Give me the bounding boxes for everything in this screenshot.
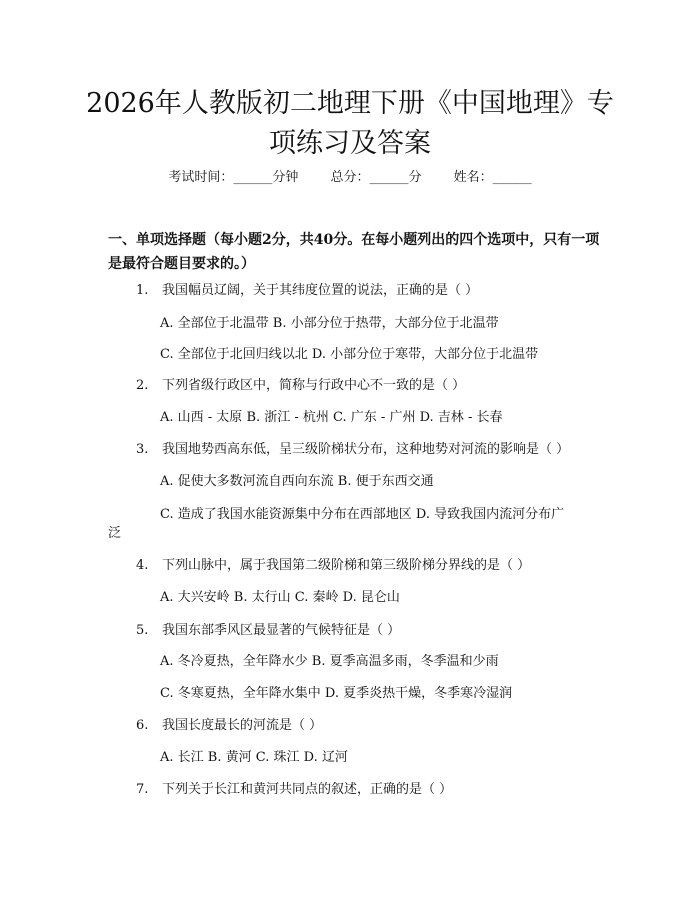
student-name: 姓名：______: [453, 170, 532, 185]
section-heading: [108, 228, 608, 276]
title-line-1: 2026年人教版初二地理下册《中国地理》专: [86, 88, 614, 119]
question-text: 我国东部季风区最显著的气候特征是（ ）: [162, 623, 401, 638]
exam-time: 考试时间：______分钟: [168, 170, 299, 185]
question-number: 7.: [136, 782, 149, 797]
question-3-options-line-2: C. 造成了我国水能资源集中分布在西部地区 D. 导致我国内流河分布广: [160, 507, 565, 522]
question-number: 6.: [136, 718, 149, 733]
question-1-options-line-1: A. 全部位于北温带 B. 小部分位于热带，大部分位于北温带: [160, 316, 499, 331]
question-text: 我国长度最长的河流是（ ）: [162, 718, 323, 733]
title-line-2: 项练习及答案: [269, 128, 431, 159]
question-number: 4.: [136, 558, 149, 573]
question-5-options-line-2: C. 冬寒夏热，全年降水集中 D. 夏季炎热干燥，冬季寒冷湿润: [160, 686, 513, 701]
question-text: 下列省级行政区中，简称与行政中心不一致的是（ ）: [162, 378, 466, 393]
question-text: 下列山脉中，属于我国第二级阶梯和第三级阶梯分界线的是（ ）: [162, 558, 531, 573]
total-score: 总分：______分: [330, 170, 422, 185]
question-number: 1.: [136, 283, 149, 298]
question-3-options-line-1: A. 促使大多数河流自西向东流 B. 便于东西交通: [160, 474, 434, 489]
question-7: [136, 780, 452, 800]
exam-info: [0, 168, 700, 188]
section-heading-line-2: 是最符合题目要求的。）: [108, 256, 255, 272]
question-5-options-line-1: A. 冬冷夏热，全年降水少 B. 夏季高温多雨，冬季温和少雨: [160, 654, 499, 669]
question-4-options-line-1: A. 大兴安岭 B. 太行山 C. 秦岭 D. 昆仑山: [160, 590, 400, 605]
question-4: [136, 556, 530, 576]
question-text: 我国地势西高东低，呈三级阶梯状分布，这种地势对河流的影响是（ ）: [162, 442, 570, 457]
question-number: 5.: [136, 623, 149, 638]
question-number: 3.: [136, 442, 149, 457]
question-2: [136, 376, 465, 396]
question-3: [136, 440, 569, 460]
question-text: 下列关于长江和黄河共同点的叙述，正确的是（ ）: [162, 782, 453, 797]
question-2-options-line-1: A. 山西 - 太原 B. 浙江 - 杭州 C. 广东 - 广州 D. 吉林 - 长春: [160, 410, 503, 425]
question-6-options-line-1: A. 长江 B. 黄河 C. 珠江 D. 辽河: [160, 750, 348, 765]
question-6: [136, 716, 322, 736]
question-text: 我国幅员辽阔，关于其纬度位置的说法，正确的是（ ）: [162, 283, 479, 298]
question-number: 2.: [136, 378, 149, 393]
document-title: [60, 84, 640, 164]
question-1-options-line-2: C. 全部位于北回归线以北 D. 小部分位于寒带，大部分位于北温带: [160, 347, 539, 362]
question-3-options-wrap: 泛: [108, 526, 122, 541]
question-5: [136, 621, 400, 641]
section-heading-line-1: 一、单项选择题（每小题2分，共40分。在每小题列出的四个选项中，只有一项: [108, 232, 600, 248]
question-1: [136, 281, 478, 301]
